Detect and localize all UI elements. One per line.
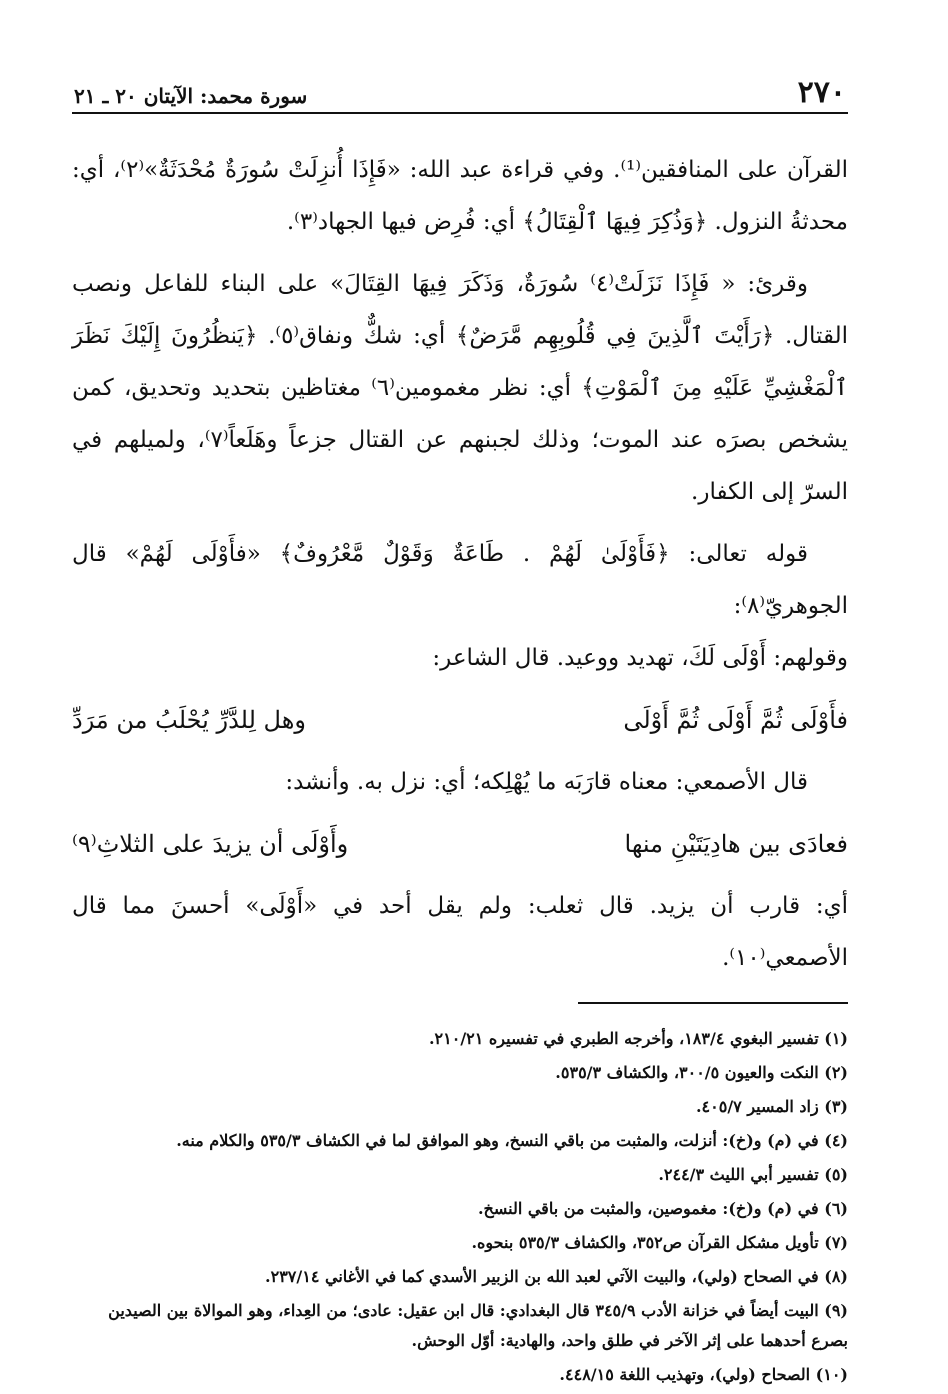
- footnote-3: [72, 1092, 848, 1122]
- footnote-4-text: (٤) في (م) و(خ): أنزلت، والمثبت من باقي النسخ، وهو الموافق لما في الكشاف ٥٣٥/٣ والكلام منه.: [176, 1131, 848, 1150]
- paragraph-5: [72, 880, 848, 984]
- verse-1: [72, 694, 848, 746]
- footnote-7: [72, 1228, 848, 1258]
- footnote-9: [72, 1296, 848, 1356]
- paragraph-2-text: وقرئ: « فَإِذَا نَزَلَتْ⁽٤⁾ سُورَةٌ، وَذَكَرَ فِيهَا القِتَالَ» على البناء للفاعل ونصب القتال. ﴿رَأَيْتَ ٱلَّذِينَ فِي قُلُوبِهِم مَّرَضٌ﴾ أي: شكٌّ ونفاق⁽٥⁾. ﴿يَنظُرُونَ إِلَيْكَ نَظَرَ ٱلْمَغْشِيِّ عَلَيْهِ مِنَ ٱلْمَوْتِ﴾ أي: نظر مغمومين⁽٦⁾ مغتاظين بتحديد وتحديق، كمن يشخص بصرَه عند الموت؛ وذلك لجبنهم عن القتال جزعاً وهَلَعاً⁽٧⁾، ولميلهم في السرّ إلى الكفار.: [72, 271, 848, 505]
- footnote-1: [72, 1024, 848, 1054]
- footnote-10: [72, 1360, 848, 1390]
- book-page: [72, 70, 848, 1394]
- footnote-3-text: (٣) زاد المسير ٤٠٥/٧.: [695, 1097, 848, 1116]
- paragraph-4-text: قال الأصمعي: معناه قارَبَه ما يُهْلِكه؛ أي: نزل به. وأنشد:: [285, 769, 808, 795]
- footnote-1-text: (١) تفسير البغوي ١٨٣/٤، وأخرجه الطبري في تفسيره ٢١٠/٢١.: [428, 1029, 848, 1048]
- page-number: ٢٧٠: [797, 75, 846, 110]
- paragraph-1-text: القرآن على المنافقين⁽¹⁾. وفي قراءة عبد الله: «فَإِذَا أُنزِلَتْ سُورَةٌ مُحْدَثَةٌ»⁽٢⁾، أي: محدثةُ النزول. ﴿وَذُكِرَ فِيهَا ٱلْقِتَالُ﴾ أي: فُرِض فيها الجهاد⁽٣⁾.: [72, 157, 848, 235]
- paragraph-3-line-2: وقولهم: أَوْلَى لَكَ، تهديد ووعيد. قال الشاعر:: [432, 645, 848, 671]
- paragraph-3: [72, 528, 848, 684]
- verse-1-second-hemistich: وهل لِلدَّرِّ يُحْلَبُ من مَرَدِّ: [72, 706, 306, 734]
- footnote-2-text: (٢) النكت والعيون ٣٠٠/٥، والكشاف ٥٣٥/٣.: [555, 1063, 848, 1082]
- footnotes: [72, 1024, 848, 1390]
- footnote-10-text: (١٠) الصحاح (ولي)، وتهذيب اللغة ٤٤٨/١٥.: [559, 1365, 848, 1384]
- footnote-5: [72, 1160, 848, 1190]
- verse-2-first-hemistich: فعادَى بين هادِيَتَيْنِ منها: [624, 830, 848, 858]
- paragraph-2: [72, 258, 848, 518]
- paragraph-4: [72, 756, 848, 808]
- running-title: سورة محمد: الآيتان ٢٠ ـ ٢١: [74, 84, 308, 108]
- main-text: [72, 144, 848, 984]
- verse-2: [72, 818, 848, 870]
- footnote-6: [72, 1194, 848, 1224]
- verse-1-first-hemistich: فأَوْلَى ثُمَّ أَوْلَى ثُمَّ أَوْلَى: [623, 706, 848, 734]
- footnote-8: [72, 1262, 848, 1292]
- footnote-9-text: (٩) البيت أيضاً في خزانة الأدب ٣٤٥/٩ قال البغدادي: قال ابن عقيل: عادى؛ من العِداء، وهو الموالاة بين الصيدين بصرع أحدهما على إثر الآخر في طلق واحد، والهادية: أوّل الوحش.: [108, 1301, 848, 1350]
- footnote-separator: [578, 1002, 848, 1004]
- footnote-7-text: (٧) تأويل مشكل القرآن ص٣٥٢، والكشاف ٥٣٥/٣ بنحوه.: [471, 1233, 848, 1252]
- verse-2-second-hemistich: وأَوْلَى أن يزيدَ على الثلاثِ⁽٩⁾: [72, 830, 349, 858]
- page-header: [72, 70, 848, 114]
- footnote-8-text: (٨) في الصحاح (ولي)، والبيت الآتي لعبد الله بن الزبير الأسدي كما في الأغاني ٢٣٧/١٤.: [265, 1267, 848, 1286]
- paragraph-3-line-1: قوله تعالى: ﴿فَأَوْلَىٰ لَهُمْ . طَاعَةٌ وَقَوْلٌ مَّعْرُوفٌ﴾ «فأَوْلَى لَهُمْ» قال الجوهريّ⁽٨⁾:: [72, 541, 848, 619]
- footnote-4: [72, 1126, 848, 1156]
- footnote-5-text: (٥) تفسير أبي الليث ٢٤٤/٣.: [658, 1165, 848, 1184]
- paragraph-1: [72, 144, 848, 248]
- paragraph-5-text: أي: قارب أن يزيد. قال ثعلب: ولم يقل أحد في «أَوْلَى» أحسنَ مما قال الأصمعي⁽١٠⁾.: [72, 893, 848, 971]
- footnote-2: [72, 1058, 848, 1088]
- footnote-6-text: (٦) في (م) و(خ): مغموصين، والمثبت من باقي النسخ.: [477, 1199, 848, 1218]
